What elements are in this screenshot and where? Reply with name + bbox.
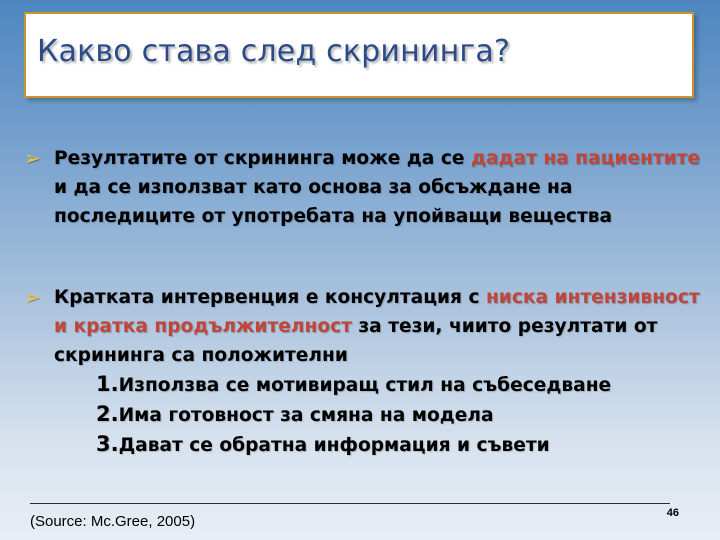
numbered-item-1-number: 1. (96, 372, 119, 396)
page-number: 46 (666, 507, 679, 519)
footer-divider (30, 503, 670, 504)
bullet-1-after: и да се използват като основа за обсъждане на последиците от употребата на упойващи вещества (54, 177, 613, 227)
arrow-bullet-icon: ➢ (24, 146, 41, 170)
bullet-1-text (54, 144, 710, 231)
bullet-2-before: Кратката интервенция е консултация с (54, 287, 486, 308)
bullet-1 (24, 144, 710, 231)
bullet-1-before: Резултатите от скрининга може да се (54, 148, 471, 169)
bullet-1-highlight: дадат на пациентите (470, 148, 701, 169)
numbered-item-3 (96, 430, 710, 460)
bullet-2 (24, 283, 710, 460)
numbered-item-3-number: 3. (96, 432, 119, 456)
bullet-2-highlight: ниска интензивност и кратка продължителност (54, 287, 700, 337)
numbered-item-2-number: 2. (96, 402, 119, 426)
title-box (24, 12, 694, 98)
numbered-item-2 (96, 400, 710, 430)
numbered-item-1 (96, 370, 710, 400)
numbered-item-2-text: Има готовност за смяна на модела (118, 405, 494, 426)
bullet-2-text (54, 283, 710, 370)
slide-title: Какво става след скрининга? (37, 34, 511, 69)
numbered-item-3-text: Дават се обратна информация и съвети (118, 435, 550, 456)
arrow-bullet-icon: ➢ (24, 285, 41, 309)
source-citation: (Source: Mc.Gree, 2005) (30, 513, 196, 530)
bullet-2-after: за тези, чиито резултати от скрининга са положителни (54, 316, 658, 366)
numbered-item-1-text: Използва се мотивиращ стил на събеседване (118, 375, 612, 396)
